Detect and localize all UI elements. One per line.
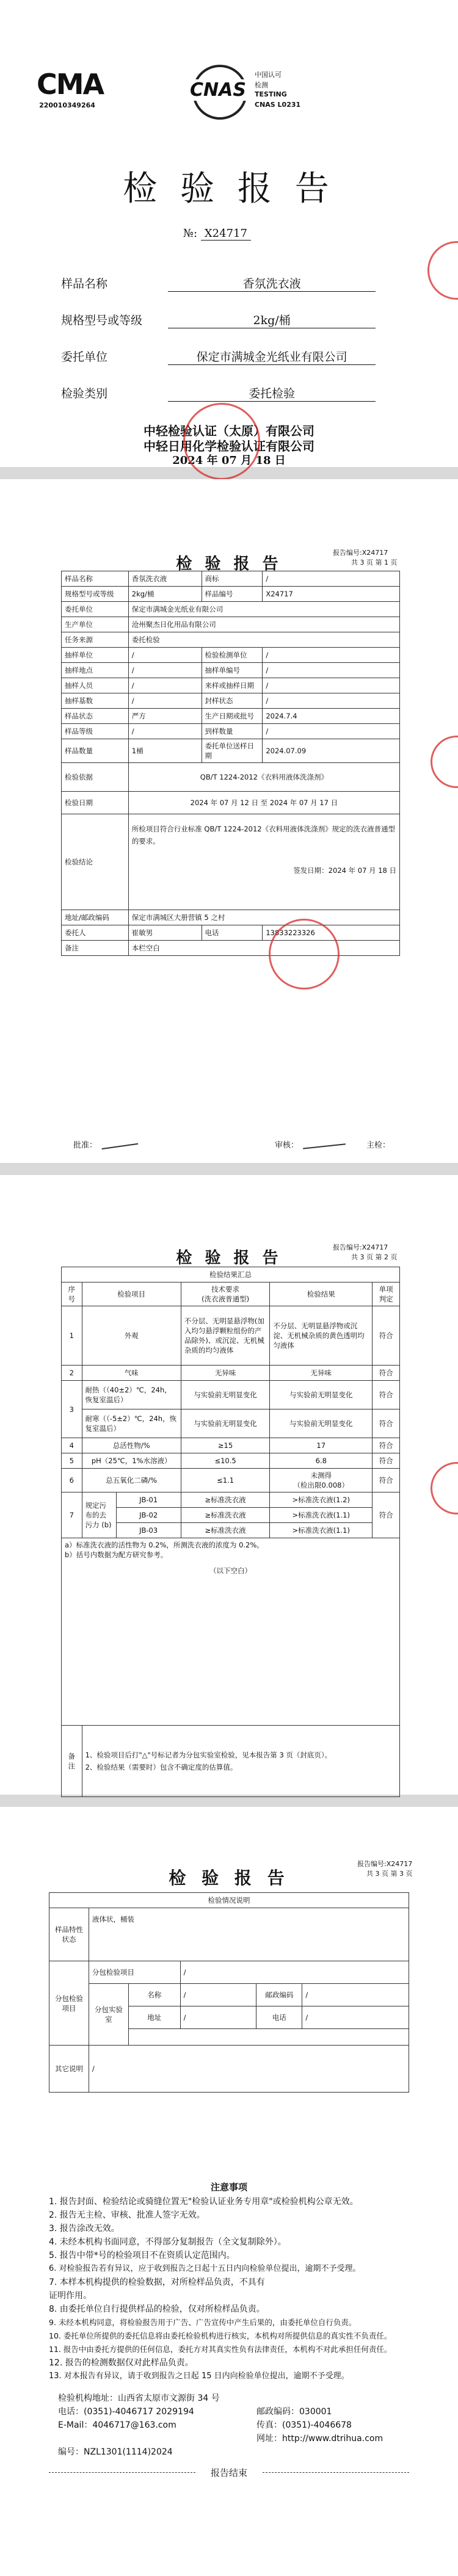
table-row <box>49 1984 409 2006</box>
dirt-code: JB-03 <box>116 1523 181 1538</box>
notice-title: 注意事项 <box>210 2182 247 2193</box>
item-name: 外观 <box>82 1306 181 1366</box>
value-cell: / <box>128 648 202 663</box>
label-cell: 检验检测单位 <box>202 648 263 663</box>
cover-field-spec <box>61 311 403 328</box>
value-cell: / <box>263 663 400 678</box>
value-cell: / <box>128 663 202 678</box>
side-stamp-2 <box>431 736 458 788</box>
col-header: 检验项目 <box>82 1283 181 1306</box>
state-label: 样品特性状态 <box>49 1908 89 1961</box>
label-cell: 地址/邮政编码 <box>62 910 129 925</box>
conclusion-stamp <box>269 919 340 990</box>
value-cell: / <box>128 724 202 739</box>
cover-field-value: 2kg/桶 <box>168 311 376 328</box>
table-row <box>62 1381 400 1409</box>
label-cell: 检验依据 <box>62 763 129 792</box>
table-row <box>49 2046 409 2093</box>
report-no: 报告编号:X24717 <box>357 1860 413 1868</box>
side-stamp-3 <box>431 1462 458 1514</box>
cover-field-value: 保定市满城金光纸业有限公司 <box>168 348 376 365</box>
cover-org-1: 中轻检验认证（太原）有限公司 <box>144 424 314 438</box>
org-email: E-Mail：4046717@163.com <box>58 2420 176 2430</box>
table-row <box>62 1538 400 1726</box>
table-row <box>62 739 400 763</box>
dirt-req: ≥标准洗衣液 <box>181 1523 269 1538</box>
cover-date: 2024 年 07 月 18 日 <box>172 454 286 467</box>
table-row <box>49 1893 409 1908</box>
cover-field-label: 检验类别 <box>61 387 108 400</box>
page-no: 共 3 页 第 1 页 <box>351 559 398 566</box>
signature-review <box>302 1131 346 1149</box>
cnas-line2: 检测 <box>255 81 268 89</box>
dirt-req: ≥标准洗衣液 <box>181 1508 269 1523</box>
value-cell: / <box>263 648 400 663</box>
value-cell: 保定市满城区大册营镇 5 之村 <box>128 910 399 925</box>
item-name: 耐热（（40±2）℃，24h，恢复室温后） <box>82 1381 181 1409</box>
phone-value: / <box>302 2006 409 2029</box>
item-judge: 符合 <box>373 1492 400 1538</box>
notes-cell <box>62 1538 400 1726</box>
table-row <box>62 1438 400 1453</box>
cma-mark: CMA <box>37 68 104 101</box>
report-number-value: X24717 <box>201 227 251 241</box>
value-cell: 2024 年 07 月 12 日 至 2024 年 07 月 17 日 <box>128 792 399 814</box>
value-cell: 崔敏男 <box>128 925 202 941</box>
remark-2: 2、检验结果（需要时）包含不确定度的估算值。 <box>85 1763 238 1771</box>
cover-field-client <box>61 348 403 365</box>
cover-field-value: 委托检验 <box>168 385 376 402</box>
cover-field-sample <box>61 275 403 292</box>
table-row <box>62 617 400 632</box>
page-no: 共 3 页 第 3 页 <box>366 1870 413 1878</box>
label-cell: 规格型号或等级 <box>62 587 129 602</box>
report-no: 报告编号:X24717 <box>333 549 388 557</box>
item-no: 6 <box>62 1469 82 1492</box>
item-name: 总五氧化二磷/% <box>82 1469 181 1492</box>
signature-approve <box>100 1131 138 1149</box>
table-row <box>62 792 400 814</box>
label-cell: 样品状态 <box>62 709 129 724</box>
item-no: 1 <box>62 1306 82 1366</box>
table-row <box>62 724 400 739</box>
table-row <box>62 648 400 663</box>
col-header: 单项判定 <box>373 1283 400 1306</box>
value-cell: 2kg/桶 <box>128 587 202 602</box>
report-page-1 <box>0 479 458 1163</box>
table-row <box>62 709 400 724</box>
page-title: 检 验 报 告 <box>176 1249 282 1267</box>
notice-list <box>49 2195 440 2383</box>
label-cell: 任务来源 <box>62 632 129 648</box>
table-row <box>62 1267 400 1283</box>
table-row <box>49 1961 409 1984</box>
table-row <box>62 910 400 925</box>
label-cell: 商标 <box>202 571 263 587</box>
value-cell: / <box>128 693 202 709</box>
report-no: 报告编号:X24717 <box>333 1243 388 1251</box>
value-cell: 2024.7.4 <box>263 709 400 724</box>
address-value: / <box>180 2006 256 2029</box>
item-res: 无异味 <box>270 1366 373 1381</box>
results-table <box>61 1267 400 1797</box>
other-label: 其它说明 <box>49 2046 89 2093</box>
item-name: 总活性物/% <box>82 1438 181 1453</box>
page-title: 检 验 报 告 <box>176 555 282 573</box>
label-cell: 来样或抽样日期 <box>202 678 263 693</box>
value-cell: 1桶 <box>128 739 202 763</box>
org-fax: 传真：(0351)-4046678 <box>256 2420 352 2430</box>
dirt-code: JB-02 <box>116 1508 181 1523</box>
table-row <box>62 1726 400 1797</box>
dirt-code: JB-01 <box>116 1492 181 1508</box>
item-req: 与实验前无明显变化 <box>181 1409 269 1438</box>
col-header: 技术要求 (洗衣液普通型) <box>181 1283 269 1306</box>
cnas-mark: CNAS <box>186 79 250 101</box>
state-value: 液体状，桶装 <box>89 1908 409 1961</box>
item-req: ≥15 <box>181 1438 269 1453</box>
report-number <box>183 227 251 240</box>
table-row <box>49 1908 409 1961</box>
item-req: ≤1.1 <box>181 1469 269 1492</box>
value-cell: / <box>263 571 400 587</box>
cma-number: 220010349264 <box>39 101 95 109</box>
label-cell: 电话 <box>202 925 263 941</box>
item-name: pH（25℃，1%水溶液） <box>82 1453 181 1469</box>
notice-item: 2. 报告无主检、审核、批准人签字无效。 <box>49 2210 205 2220</box>
sub-lab-label: 分包实验室 <box>89 1984 128 2046</box>
cover-field-category <box>61 385 403 402</box>
item-res: 17 <box>270 1438 373 1453</box>
item-judge: 符合 <box>373 1453 400 1469</box>
table-row <box>62 763 400 792</box>
dirt-res: >标准洗衣液(1.1) <box>270 1508 373 1523</box>
name-label: 名称 <box>128 1984 180 2006</box>
note-2: b）括号内数据为配方研究参考。 <box>65 1550 168 1559</box>
label-cell: 抽样地点 <box>62 663 129 678</box>
table-row <box>62 678 400 693</box>
item-name: 气味 <box>82 1366 181 1381</box>
value-cell: / <box>263 724 400 739</box>
value-cell: X24717 <box>263 587 400 602</box>
item-judge: 符合 <box>373 1469 400 1492</box>
item-req: 不分层、无明显悬浮物(加入均匀悬浮颗粒组份的产品除外)、或沉淀、无机械杂质的均匀液体 <box>181 1306 269 1366</box>
dirt-res: >标准洗衣液(1.1) <box>270 1523 373 1538</box>
value-cell: 13833223326 <box>263 925 400 941</box>
label-cell: 封样状态 <box>202 693 263 709</box>
item-req: 与实验前无明显变化 <box>181 1381 269 1409</box>
table-row <box>62 925 400 941</box>
remark-cell <box>82 1726 399 1797</box>
item-no: 2 <box>62 1366 82 1381</box>
label-cell: 委托单位 <box>62 602 129 617</box>
item-req: ≤10.5 <box>181 1453 269 1469</box>
section-title: 检验情况说明 <box>49 1893 409 1908</box>
info-table <box>61 571 400 956</box>
report-number-label: №: <box>183 227 198 240</box>
label-cell: 委托人 <box>62 925 129 941</box>
label-cell: 样品等级 <box>62 724 129 739</box>
label-cell: 检验结论 <box>62 814 129 910</box>
table-row <box>62 1409 400 1438</box>
item-judge: 符合 <box>373 1409 400 1438</box>
detergency-label: 规定污布的去污力 <box>85 1501 107 1529</box>
org-address: 检验机构地址：山西省太原市文源街 34 号 <box>58 2393 220 2403</box>
dirt-req: ≥标准洗衣液 <box>181 1492 269 1508</box>
approve-label: 批准： <box>73 1141 98 1150</box>
table-row <box>62 602 400 617</box>
remark-label: 备注 <box>62 1726 82 1797</box>
notice-item: 1. 报告封面、检验结论或骑缝位置无"检验认证业务专用章"或检验机构公章无效。 <box>49 2197 358 2207</box>
detail-table <box>49 1892 409 2093</box>
notice-item: 3. 报告涂改无效。 <box>49 2224 120 2234</box>
label-cell: 抽样单位 <box>62 648 129 663</box>
item-res: 与实验前无明显变化 <box>270 1409 373 1438</box>
value-cell: / <box>263 693 400 709</box>
page-no: 共 3 页 第 2 页 <box>351 1253 398 1261</box>
cover-stamp <box>183 403 260 480</box>
table-row <box>62 1469 400 1492</box>
notice-item: 8. 由委托单位自行提供样品的检验，仅对所检样品负责。 <box>49 2304 265 2314</box>
item-judge: 符合 <box>373 1366 400 1381</box>
table-row <box>62 587 400 602</box>
org-post: 邮政编码：030001 <box>256 2407 332 2417</box>
table-row <box>62 941 400 956</box>
cover-field-label: 规格型号或等级 <box>61 314 143 327</box>
table-row <box>62 1306 400 1366</box>
table-row <box>62 571 400 587</box>
cma-logo <box>37 67 104 112</box>
table-header <box>62 1283 400 1306</box>
report-code: 编号：NZL1301(1114)2024 <box>58 2447 173 2457</box>
org-tel: 电话：(0351)-4046717 2029194 <box>58 2407 194 2417</box>
col-header: 序号 <box>62 1283 82 1306</box>
label-cell: 抽样单编号 <box>202 663 263 678</box>
end-text: 报告结束 <box>210 2467 247 2478</box>
sub-items-value: / <box>180 1961 409 1984</box>
item-res: 6.8 <box>270 1453 373 1469</box>
phone-label: 电话 <box>256 2006 302 2029</box>
label-cell: 抽样人员 <box>62 678 129 693</box>
cover-field-label: 样品名称 <box>61 277 108 291</box>
value-cell: 保定市满城金光纸业有限公司 <box>128 602 399 617</box>
notice-item: 9. 未经本机构同意，将检验报告用于广告、广告宣传中产生后果的，由委托单位自行负责。 <box>49 2318 357 2327</box>
value-cell: QB/T 1224-2012《衣料用液体洗涤剂》 <box>128 763 399 792</box>
label-cell: 生产日期或批号 <box>202 709 263 724</box>
label-cell: 样品数量 <box>62 739 129 763</box>
item-judge: 符合 <box>373 1438 400 1453</box>
dirt-res: >标准洗衣液(1.2) <box>270 1492 373 1508</box>
issue-date: 签发日期：2024 年 07 月 18 日 <box>293 866 396 875</box>
detergency-sub: (b) <box>101 1521 112 1529</box>
value-cell: 香氛洗衣液 <box>128 571 202 587</box>
cnas-line1: 中国认可 <box>255 71 282 79</box>
cover-org-2: 中轻日用化学检验认证有限公司 <box>144 439 314 454</box>
notice-item: 13. 对本报告有异议，请于收到报告之日起 15 日内向检验单位提出，逾期不予受理。 <box>49 2372 349 2381</box>
table-row <box>62 693 400 709</box>
item-req: 无异味 <box>181 1366 269 1381</box>
notice-item: 11. 报告中由委托方提供的任何信息，委托方对其真实性负有法律责任，本机构不对此承担任何责任。 <box>49 2345 392 2354</box>
other-value: / <box>89 2046 409 2093</box>
value-cell: 本栏空白 <box>128 941 399 956</box>
page-title: 检 验 报 告 <box>169 1868 289 1888</box>
value-cell: 沧州聚杰日化用品有限公司 <box>128 617 399 632</box>
notice-item: 6. 对检验报告若有异议，应于收到报告之日起十五日内向检验单位提出，逾期不予受理。 <box>49 2264 361 2273</box>
label-cell: 抽样基数 <box>62 693 129 709</box>
item-no: 3 <box>62 1381 82 1438</box>
report-page-2 <box>0 1175 458 1795</box>
label-cell: 生产单位 <box>62 617 129 632</box>
item-judge: 符合 <box>373 1306 400 1366</box>
item-res: 与实验前无明显变化 <box>270 1381 373 1409</box>
value-cell: / <box>128 678 202 693</box>
table-row <box>62 1492 400 1508</box>
label-cell: 委托单位送样日期 <box>202 739 263 763</box>
item-name: 耐寒（（-5±2）℃，24h，恢复室温后） <box>82 1409 181 1438</box>
conclusion-text: 所检项目符合行业标准 QB/T 1224-2012《衣料用液体洗涤剂》规定的洗衣液普通型的要求。 <box>131 825 396 845</box>
cnas-logo <box>186 61 308 116</box>
item-no: 5 <box>62 1453 82 1469</box>
value-cell: 委托检验 <box>128 632 399 648</box>
remark-1: 1、检验项目后打"△"号标记者为分包实验室检验，见本报告第 3 页（封底页）。 <box>85 1751 332 1759</box>
conclusion-cell <box>128 814 399 910</box>
notice-item: 证明作用。 <box>49 2291 92 2301</box>
label-cell: 检验日期 <box>62 792 129 814</box>
table-row <box>62 1366 400 1381</box>
note-1: a）标准洗衣液的活性物为 0.2%，所测洗衣液的浓度为 0.2%。 <box>65 1541 264 1549</box>
blank-marker: （以下空白） <box>209 1566 252 1575</box>
item-judge: 符合 <box>373 1381 400 1409</box>
notice-item: 5. 报告中带*号的检验项目不在资质认定范围内。 <box>49 2251 235 2260</box>
notice-item: 4. 未经本机构书面同意，不得部分复制报告（全文复制除外）。 <box>49 2237 286 2247</box>
table-row <box>62 632 400 648</box>
value-cell: 2024.07.09 <box>263 739 400 763</box>
notice-item: 10. 委托单位所提供的委托信息将由委托检验机构进行核实，本机构对所提供信息的真实性不负责任。 <box>49 2331 392 2340</box>
cnas-line4: CNAS L0231 <box>255 101 301 109</box>
cover-field-value: 香氛洗衣液 <box>168 275 376 292</box>
cnas-line3: TESTING <box>255 90 287 98</box>
name-value: / <box>180 1984 256 2006</box>
side-stamp-1 <box>427 241 458 300</box>
label-cell: 样品编号 <box>202 587 263 602</box>
notice-item: 12. 报告的检测数据仅对此样品负责。 <box>49 2358 194 2368</box>
empty-cell <box>128 2029 409 2046</box>
item-res: 未测得 （检出限0.008） <box>270 1469 373 1492</box>
table-row <box>62 814 400 910</box>
item-name <box>82 1492 116 1538</box>
cover-page <box>0 0 458 467</box>
notice-item: 7. 本样本机构提供的检验数据，对所检样品负责，不具有 <box>49 2278 265 2287</box>
section-title: 检验结果汇总 <box>62 1267 400 1283</box>
sub-items-label: 分包检验项目 <box>89 1961 180 1984</box>
end-divider-right <box>263 2472 409 2473</box>
report-page-3 <box>0 1807 458 2576</box>
postal-label: 邮政编码 <box>256 1984 302 2006</box>
item-res: 不分层、无明显悬浮物或沉淀、无机械杂质的黄色透明均匀液体 <box>270 1306 373 1366</box>
table-row <box>62 1453 400 1469</box>
value-cell: 严方 <box>128 709 202 724</box>
table-row <box>62 663 400 678</box>
col-header: 检验结果 <box>270 1283 373 1306</box>
postal-value: / <box>302 1984 409 2006</box>
label-cell: 样品名称 <box>62 571 129 587</box>
review-label: 审核： <box>275 1141 299 1150</box>
cover-field-label: 委托单位 <box>61 350 108 364</box>
item-no: 7 <box>62 1492 82 1538</box>
label-cell: 到样数量 <box>202 724 263 739</box>
org-web: 网址：http://www.dtrihua.com <box>256 2434 383 2444</box>
address-label: 地址 <box>128 2006 180 2029</box>
sub-label: 分包检验项目 <box>49 1961 89 2046</box>
item-no: 4 <box>62 1438 82 1453</box>
value-cell: / <box>263 678 400 693</box>
label-cell: 备注 <box>62 941 129 956</box>
cover-title: 检 验 报 告 <box>123 169 335 209</box>
main-label: 主检： <box>366 1141 391 1150</box>
